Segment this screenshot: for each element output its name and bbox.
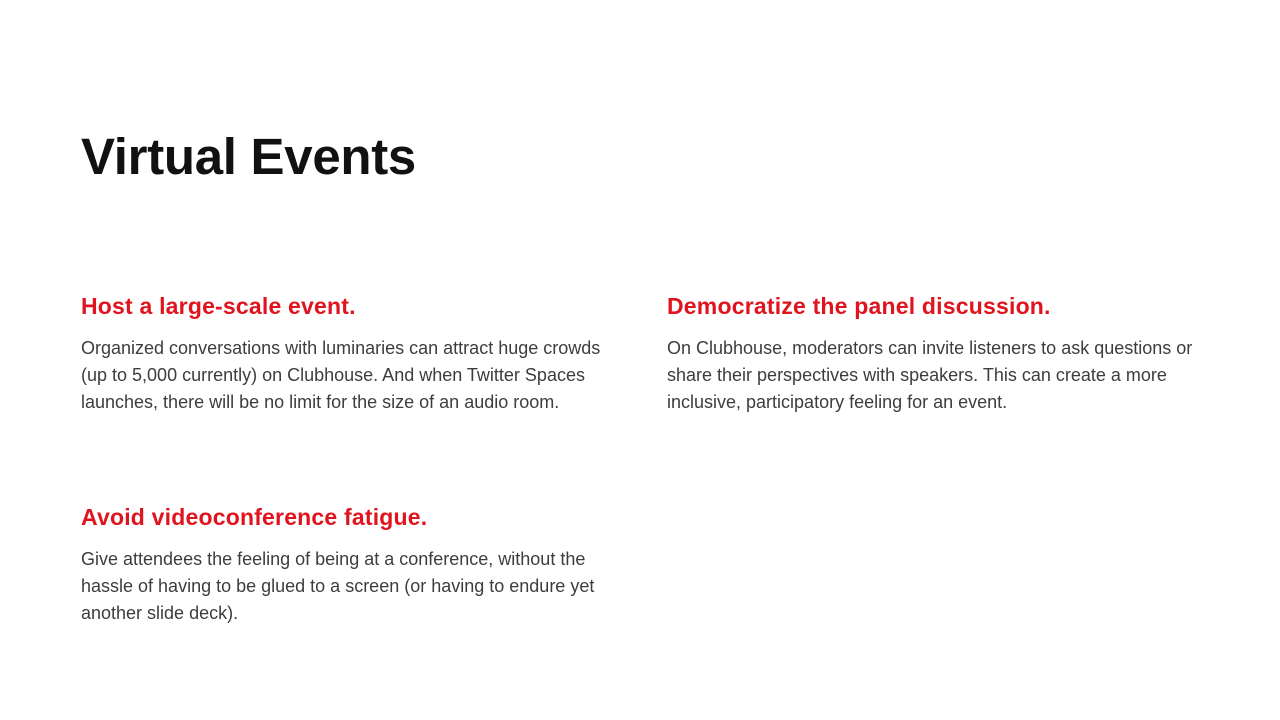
block-body: Organized conversations with luminaries can attract huge crowds (up to 5,000 currently) on Clubhouse. And when Twitter Spaces launches, there will be no limit for the size of an audio room.: [81, 338, 601, 412]
slide-title: Virtual Events: [81, 128, 416, 185]
content-block-videoconference-fatigue: [81, 503, 636, 627]
block-heading: Democratize the panel discussion.: [667, 293, 1051, 319]
block-body: On Clubhouse, moderators can invite listeners to ask questions or share their perspectives with speakers. This can create a more inclusive, participatory feeling for an event.: [667, 338, 1193, 412]
block-heading: Host a large-scale event.: [81, 293, 356, 319]
content-block-large-scale-event: [81, 292, 629, 416]
block-heading: Avoid videoconference fatigue.: [81, 504, 428, 530]
block-body: Give attendees the feeling of being at a conference, without the hassle of having to be glued to a screen (or having to endure yet another slide deck).: [81, 549, 595, 623]
content-block-panel-discussion: [667, 292, 1215, 416]
